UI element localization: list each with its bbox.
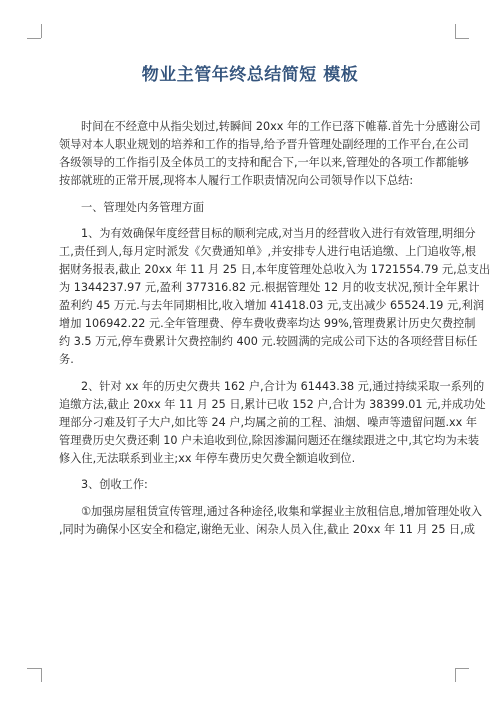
paragraph-line: 领导对本人职业规划的培养和工作的指导,给予晋升管理处副经理的工作平台,在公司 [59, 138, 469, 151]
section-heading: 3、创收工作: [81, 478, 148, 491]
paragraph-line: 时间在不经意中从指尖划过,转瞬间 20xx 年的工作已落下帷幕.首先十分感谢公司 [81, 120, 481, 133]
paragraph-line: 修入住,无法联系到业主;xx 年停车费历史欠费全额追收到位. [59, 451, 356, 465]
paragraph-line: 为 1344237.97 元,盈利 377316.82 元.根据管理处 12 月的收支状况,预计全年累计 [59, 281, 480, 294]
paragraph-line: 1、为有效确保年度经营目标的顺利完成,对当月的经营收入进行有效管理,明细分 [81, 227, 476, 240]
paragraph-line: 盈利约 45 万元.与去年同期相比,收入增加 41418.03 元,支出减少 65524.19 元,利润 [59, 299, 485, 312]
paragraph-line: 务. [59, 353, 74, 366]
paragraph-line: 据财务报表,截止 20xx 年 11 月 25 日,本年度管理处总收入为 1721554.79 元,总支出 [59, 263, 491, 276]
paragraph-line: 工,责任到人,每月定时派发《欠费通知单》,并安排专人进行电话追缴、上门追收等,根 [59, 245, 476, 258]
paragraph-line: 增加 106942.22 元.全年管理费、停车费收费率均达 99%,管理费累计历史欠费控制 [59, 317, 476, 330]
paragraph-line: 管理费历史欠费还剩 10 户未追收到位,除因渗漏问题还在继续跟进之中,其它均为未装 [59, 433, 480, 447]
paragraph-line: 约 3.5 万元,停车费累计欠费控制约 400 元.较圆满的完成公司下达的各项经营目标任 [59, 335, 478, 348]
paragraph-line: ,同时为确保小区安全和稳定,谢绝无业、闲杂人员入住,截止 20xx 年 11 月 25 日,成 [59, 522, 475, 536]
paragraph-line: 追缴方法,截止 20xx 年 11 月 25 日,累计已收 152 户,合计为 38399.01 元,并成功处 [59, 397, 486, 411]
document-title: 物业主管年终总结简短 模板 [141, 65, 359, 85]
document-body [59, 118, 491, 539]
paragraph-line: 各级领导的工作指引及全体员工的支持和配合下,一年以来,管理处的各项工作都能够 [59, 156, 469, 169]
paragraph-line: 理部分刁难及钉子大户,如比等 24 户,均属之前的工程、油烟、噪声等遗留问题.xx 年 [59, 415, 478, 429]
paragraph-line: 按部就班的正常开展,现将本人履行工作职责情况向公司领导作以下总结: [59, 174, 414, 187]
section-heading: 一、管理处内务管理方面 [81, 200, 205, 214]
paragraph-line: ①加强房屋租赁宣传管理,通过各种途径,收集和掌握业主放租信息,增加管理处收入 [81, 504, 483, 518]
paragraph-line: 2、针对 xx 年的历史欠费共 162 户,合计为 61443.38 元,通过持续采取一系列的 [81, 379, 485, 393]
